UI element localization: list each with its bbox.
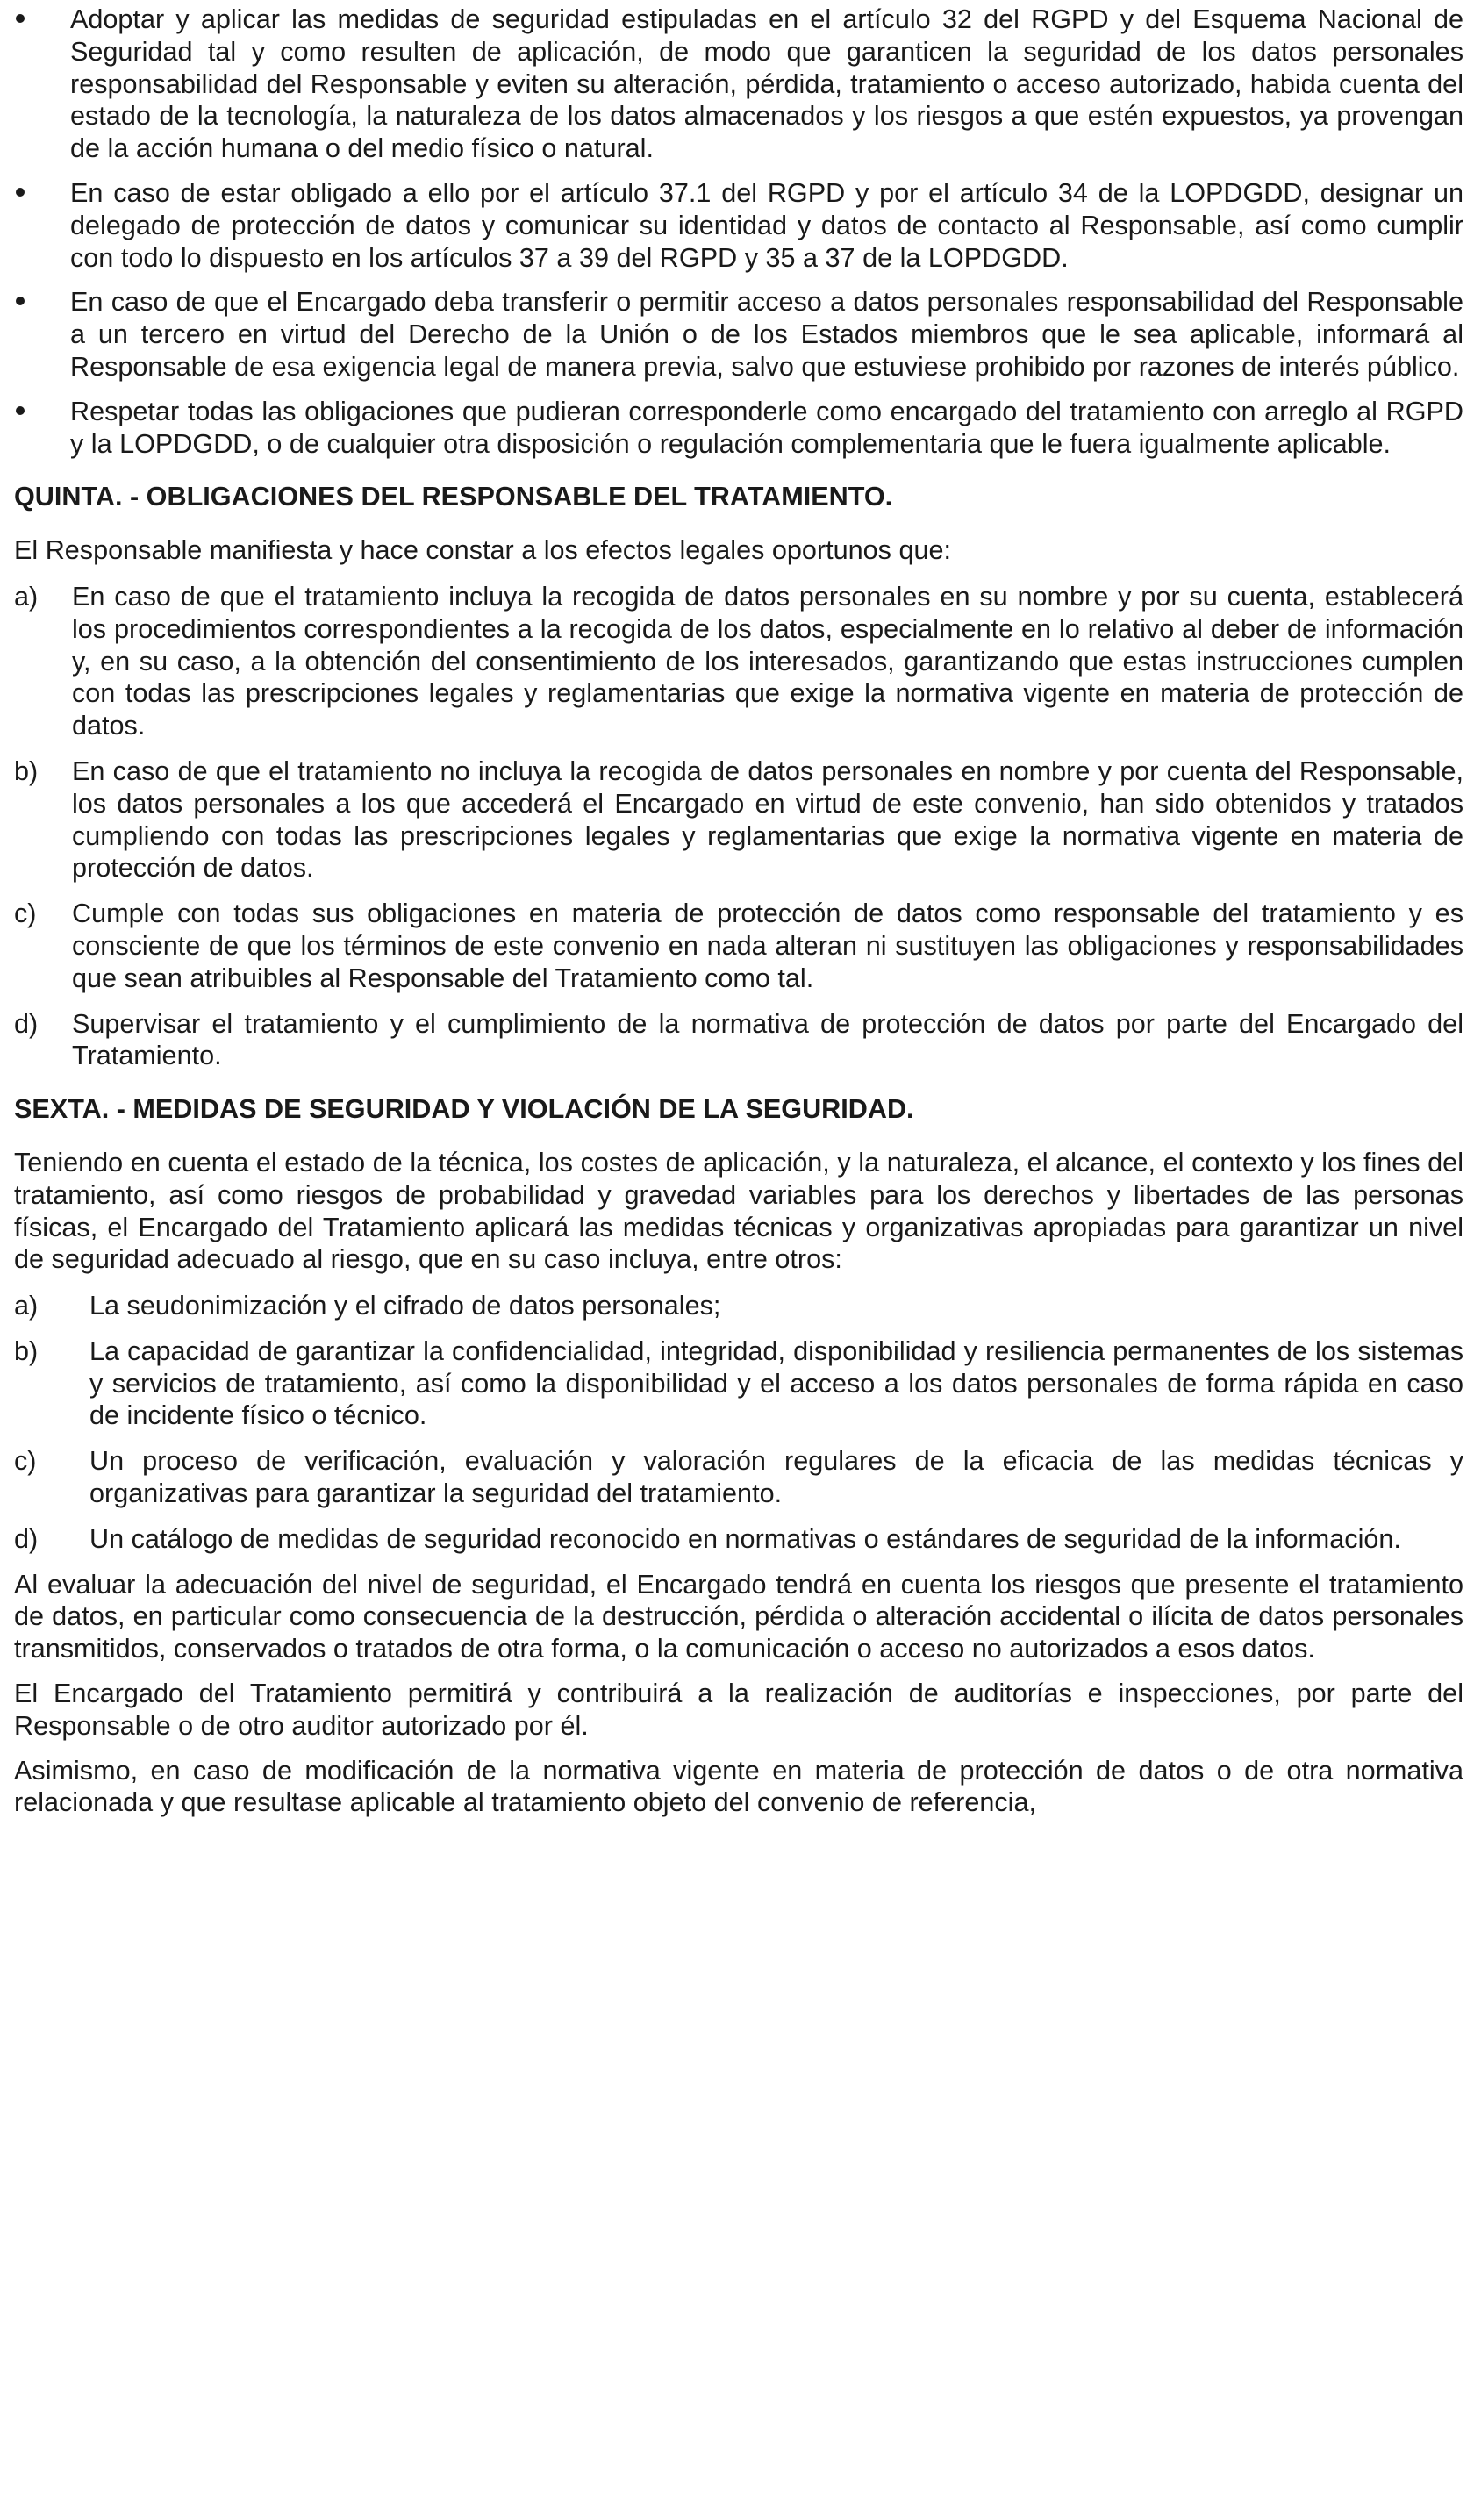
list-item-text: Cumple con todas sus obligaciones en materia de protección de datos como responsable del tratamiento y es consciente de que los términos de este convenio en nada alteran ni sustituyen las obligaciones y responsabilidades que sean atribuibles al Responsable del Tratamiento como tal. (72, 898, 1463, 993)
list-marker: c) (14, 1446, 37, 1477)
bullet-text: En caso de estar obligado a ello por el artículo 37.1 del RGPD y por el artículo 34 de la LOPDGDD, designar un delegado de protección de datos y comunicar su identidad y datos de contacto al Responsable, así como cumplir con todo lo dispuesto en los artículos 37 a 39 del RGPD y 35 a 37 de la LOPDGDD. (70, 177, 1463, 273)
body-paragraph: Al evaluar la adecuación del nivel de seguridad, el Encargado tendrá en cuenta los riesgos que presente el tratamiento de datos, en particular como consecuencia de la destrucción, pérdida o alteración accidental o ilícita de datos personales transmitidos, conservados o tratados de otra forma, o la comunicación o acceso no autorizados a esos datos. (14, 1569, 1463, 1664)
list-item-text: La capacidad de garantizar la confidencialidad, integridad, disponibilidad y resiliencia permanentes de los sistemas y servicios de tratamiento, así como la disponibilidad y el acceso a los datos personales de forma rápida en caso de incidente físico o técnico. (89, 1335, 1463, 1431)
body-paragraph: Asimismo, en caso de modificación de la normativa vigente en materia de protección de datos o de otra normativa relacionada y que resultase aplicable al tratamiento objeto del convenio de referencia, (14, 1755, 1463, 1818)
list-marker: a) (14, 581, 39, 612)
section-six-intro: Teniendo en cuenta el estado de la técnica, los costes de aplicación, y la naturaleza, el alcance, el contexto y los fines del tratamiento, así como riesgos de probabilidad y gravedad variables para los derechos y libertades de las personas físicas, el Encargado del Tratamiento aplicará las medidas técnicas y organizativas apropiadas para garantizar un nivel de seguridad adecuado al riesgo, que en su caso incluya, entre otros: (14, 1147, 1463, 1275)
list-marker: d) (14, 1523, 39, 1554)
list-item (14, 898, 1463, 994)
list-item-text: En caso de que el tratamiento incluya la recogida de datos personales en su nombre y por su cuenta, establecerá los procedimientos correspondientes a la recogida de los datos, especialmente en lo relativo al deber de información y, en su caso, a la obtención del consentimiento de los interesados, garantizando que estas instrucciones cumplen con todas las prescripciones legales y reglamentarias que exige la normativa vigente en materia de protección de datos. (72, 581, 1463, 741)
body-paragraph: El Encargado del Tratamiento permitirá y contribuirá a la realización de auditorías e inspecciones, por parte del Responsable o de otro auditor autorizado por él. (14, 1679, 1463, 1741)
document-page (14, 4, 1463, 1831)
bullet-text: Respetar todas las obligaciones que pudieran corresponderle como encargado del tratamiento con arreglo al RGPD y la LOPDGDD, o de cualquier otra disposición o regulación complementaria que le fuera igualmente aplicable. (70, 396, 1463, 459)
bullet-icon (14, 286, 70, 319)
list-item (14, 1290, 1463, 1322)
list-marker: a) (14, 1291, 39, 1321)
list-marker: b) (14, 755, 39, 786)
list-item (14, 1523, 1463, 1556)
bullet-item (14, 396, 1463, 461)
bullet-item (14, 286, 1463, 383)
list-marker: c) (14, 898, 37, 929)
list-item (14, 1445, 1463, 1510)
bullet-icon (14, 177, 70, 210)
list-item (14, 755, 1463, 884)
bullet-text: En caso de que el Encargado deba transferir o permitir acceso a datos personales responsabilidad del Responsable a un tercero en virtud del Derecho de la Unión o de los Estados miembros que le sea aplicable, informará al Responsable de esa exigencia legal de manera previa, salvo que estuviese prohibido por razones de interés público. (70, 287, 1463, 382)
list-item (14, 581, 1463, 742)
list-marker: b) (14, 1335, 39, 1366)
list-item-text: En caso de que el tratamiento no incluya la recogida de datos personales en nombre y por cuenta del Responsable, los datos personales a los que accederá el Encargado en virtud de este convenio, han sido obtenidos y tratados cumpliendo con todas las prescripciones legales y reglamentarias que exige la normativa vigente en materia de protección de datos. (72, 755, 1463, 884)
bullet-item (14, 177, 1463, 274)
list-item-text: Un catálogo de medidas de seguridad reconocido en normativas o estándares de seguridad de la información. (89, 1523, 1401, 1554)
list-item-text: Supervisar el tratamiento y el cumplimiento de la normativa de protección de datos por parte del Encargado del Tratamiento. (72, 1008, 1463, 1071)
bullet-text: Adoptar y aplicar las medidas de seguridad estipuladas en el artículo 32 del RGPD y del Esquema Nacional de Seguridad tal y como resulten de aplicación, de modo que garanticen la seguridad de los datos personales responsabilidad del Responsable y eviten su alteración, pérdida, tratamiento o acceso autorizado, habida cuenta del estado de la tecnología, la naturaleza de los datos almacenados y los riesgos a que estén expuestos, ya provengan de la acción humana o del medio físico o natural. (70, 4, 1463, 164)
list-item-text: Un proceso de verificación, evaluación y valoración regulares de la eficacia de las medidas técnicas y organizativas para garantizar la seguridad del tratamiento. (89, 1446, 1463, 1509)
list-marker: d) (14, 1008, 39, 1039)
section-six-heading: SEXTA. - MEDIDAS DE SEGURIDAD Y VIOLACIÓN DE LA SEGURIDAD. (14, 1094, 914, 1125)
bullet-icon (14, 4, 70, 36)
bullet-icon (14, 396, 70, 428)
bullet-item (14, 4, 1463, 165)
section-five-heading: QUINTA. - OBLIGACIONES DEL RESPONSABLE DEL TRATAMIENTO. (14, 482, 893, 512)
list-item (14, 1008, 1463, 1073)
list-item (14, 1335, 1463, 1432)
list-item-text: La seudonimización y el cifrado de datos personales; (89, 1291, 721, 1321)
section-five-intro: El Responsable manifiesta y hace constar a los efectos legales oportunos que: (14, 535, 952, 566)
